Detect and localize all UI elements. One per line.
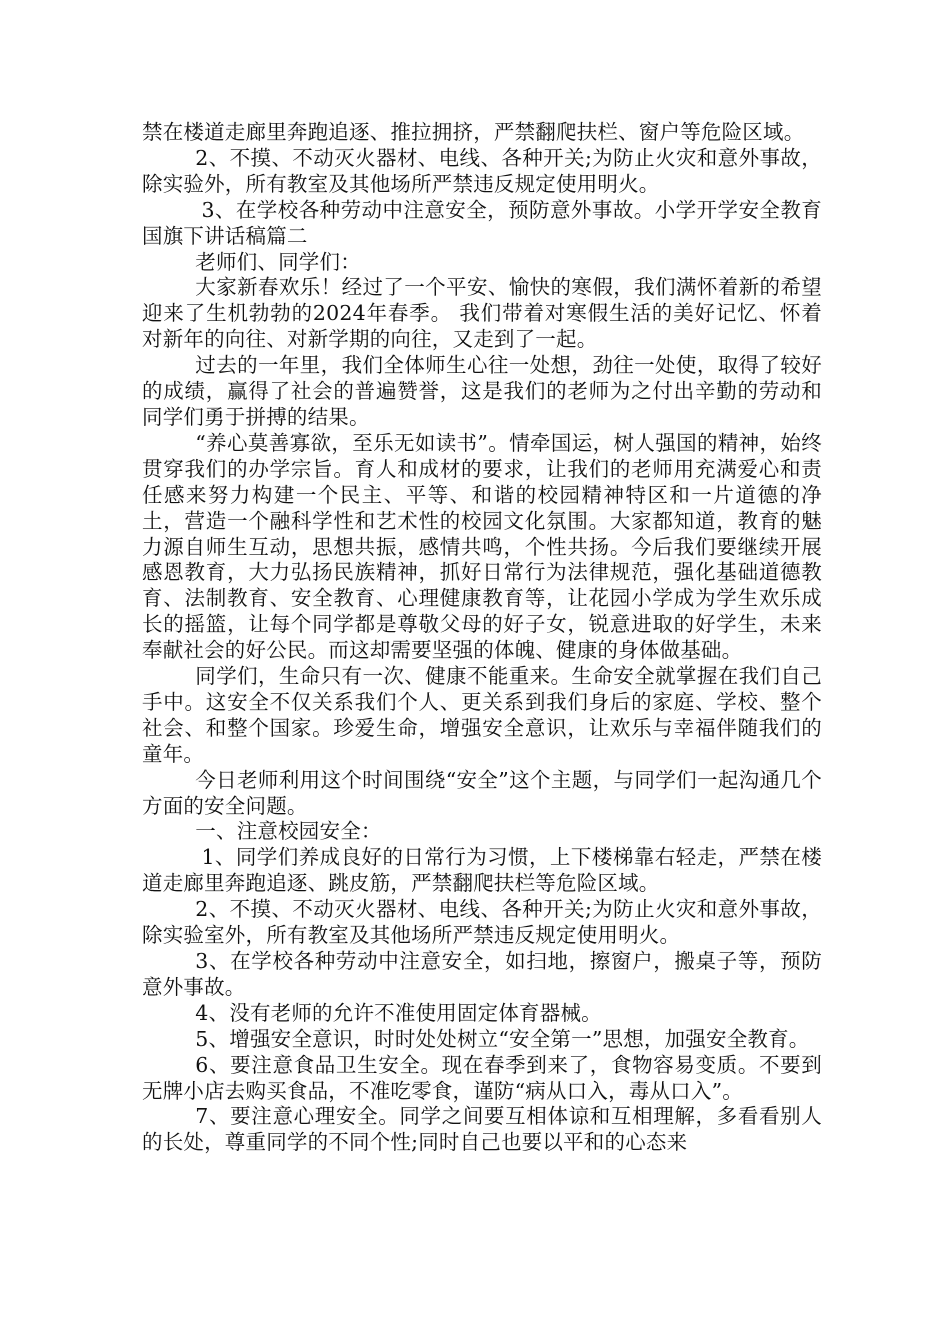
paragraph-life-safety: 同学们，生命只有一次、健康不能重来。生命安全就掌握在我们自己手中。这安全不仅关系我们个人、更关系到我们身后的家庭、学校、整个社会、和整个国家。珍爱生命，增强安全意识，让欢乐与幸福伴随我们的童年。 <box>142 664 822 766</box>
section-heading-campus-safety: 一、注意校园安全： <box>195 819 382 844</box>
document-page <box>142 120 822 1156</box>
paragraph-greeting: 大家新春欢乐！经过了一个平安、愉快的寒假，我们满怀着新的希望迎来了生机勃勃的2024年春季。 我们带着对寒假生活的美好记忆、怀着对新年的向往、对新学期的向往，又走到了一起。 <box>142 275 822 352</box>
list-item-7: 7、要注意心理安全。同学之间要互相体谅和互相理解，多看看别人的长处，尊重同学的不同个性;同时自己也要以平和的心态来 <box>142 1104 822 1155</box>
paragraph-rule-2: 2、不摸、不动灭火器材、电线、各种开关;为防止火灾和意外事故，除实验外，所有教室及其他场所严禁违反规定使用明火。 <box>142 145 822 196</box>
paragraph-motto: “养心莫善寡欲，至乐无如读书”。情牵国运，树人强国的精神，始终贯穿我们的办学宗旨。育人和成材的要求，让我们的老师用充满爱心和责任感来努力构建一个民主、平等、和谐的校园精神特区和一片道德的净土，营造一个融科学性和艺术性的校园文化氛围。大家都知道，教育的魅力源自师生互动，思想共振，感情共鸣，个性共扬。今后我们要继续开展感恩教育，大力弘扬民族精神，抓好日常行为法律规范，强化基础道德教育、法制教育、安全教育、心理健康教育等，让花园小学成为学生欢乐成长的摇篮，让每个同学都是尊敬父母的好子女，锐意进取的好学生，未来奉献社会的好公民。而这却需要坚强的体魄、健康的身体做基础。 <box>142 430 822 663</box>
paragraph-topic-intro: 今日老师利用这个时间围绕“安全”这个主题，与同学们一起沟通几个方面的安全问题。 <box>142 767 822 818</box>
list-item-4: 4、没有老师的允许不准使用固定体育器械。 <box>195 1000 602 1025</box>
paragraph-past-year: 过去的一年里，我们全体师生心往一处想，劲往一处使，取得了较好的成绩，赢得了社会的普遍赞誉，这是我们的老师为之付出辛勤的劳动和同学们勇于拼搏的结果。 <box>142 353 822 429</box>
paragraph-rule-3-and-title: 3、在学校各种劳动中注意安全，预防意外事故。小学开学安全教育国旗下讲话稿篇二 <box>142 197 822 248</box>
paragraph-salutation: 老师们、同学们： <box>195 249 361 274</box>
list-item-1: 1、同学们养成良好的日常行为习惯，上下楼梯靠右轻走，严禁在楼道走廊里奔跑追逐、跳皮筋，严禁翻爬扶栏等危险区域。 <box>142 845 822 896</box>
list-item-5: 5、增强安全意识，时时处处树立“安全第一”思想，加强安全教育。 <box>195 1026 810 1051</box>
list-item-3: 3、在学校各种劳动中注意安全，如扫地，擦窗户，搬桌子等，预防意外事故。 <box>142 949 822 999</box>
list-item-2: 2、不摸、不动灭火器材、电线、各种开关;为防止火灾和意外事故，除实验室外，所有教室及其他场所严禁违反规定使用明火。 <box>142 897 822 948</box>
list-item-6: 6、要注意食品卫生安全。现在春季到来了，食物容易变质。不要到无牌小店去购买食品，不准吃零食，谨防“病从口入，毒从口入”。 <box>142 1052 822 1103</box>
paragraph-continuation: 禁在楼道走廊里奔跑追逐、推拉拥挤，严禁翻爬扶栏、窗户等危险区域。 <box>142 120 805 144</box>
